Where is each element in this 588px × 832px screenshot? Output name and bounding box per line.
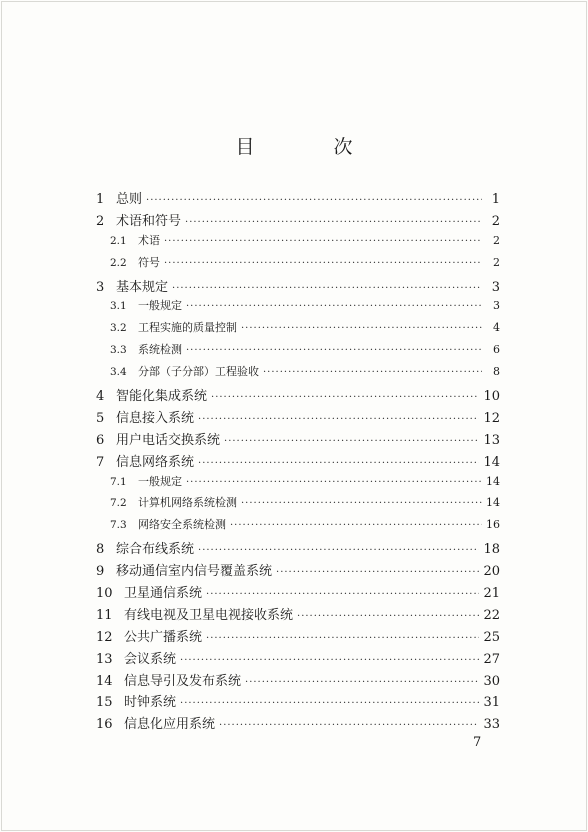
toc-entry-title: 综合布线系统 xyxy=(116,542,195,558)
toc-chapter-entry[interactable] xyxy=(96,582,500,604)
toc-chapter-entry[interactable] xyxy=(96,188,500,210)
toc-entry-page: 14 xyxy=(483,454,500,470)
toc-entry-title: 信息接入系统 xyxy=(116,410,195,426)
toc-section-entry[interactable] xyxy=(96,363,500,385)
toc-entry-title: 信息网络系统 xyxy=(116,454,195,470)
dot-leader xyxy=(211,392,479,403)
toc-entry-page: 14 xyxy=(486,496,500,510)
toc-chapter-entry[interactable] xyxy=(96,713,500,735)
toc-entry-number: 1 xyxy=(96,192,105,207)
toc-entry-title: 一般规定 xyxy=(138,474,182,488)
toc-chapter-entry[interactable] xyxy=(96,626,500,648)
dot-leader xyxy=(186,345,482,356)
toc-entry-number: 12 xyxy=(96,629,113,645)
toc-entry-number: 7.2 xyxy=(110,497,127,510)
toc-entry-page: 8 xyxy=(493,365,500,379)
toc-entry-page: 3 xyxy=(491,279,500,295)
toc-entry-page: 2 xyxy=(493,255,500,269)
toc-entry-page: 10 xyxy=(483,389,500,405)
toc-entry-title: 移动通信室内信号覆盖系统 xyxy=(116,564,273,580)
dot-leader xyxy=(186,301,482,312)
dot-leader xyxy=(198,458,479,469)
toc-chapter-entry[interactable] xyxy=(96,691,500,713)
toc-entry-page: 31 xyxy=(483,695,500,711)
toc-section-entry[interactable] xyxy=(96,473,500,495)
toc-entry-title: 一般规定 xyxy=(138,299,182,313)
toc-section-entry[interactable] xyxy=(96,341,500,363)
toc-entry-title: 公共广播系统 xyxy=(124,629,203,645)
toc-entry-page: 2 xyxy=(491,213,500,229)
dot-leader xyxy=(206,633,479,644)
toc-entry-page: 16 xyxy=(486,518,500,532)
dot-leader xyxy=(206,589,479,600)
toc-entry-page: 22 xyxy=(483,607,500,623)
dot-leader xyxy=(241,323,482,334)
toc-entry-number: 2.1 xyxy=(110,234,127,247)
toc-entry-title: 智能化集成系统 xyxy=(116,389,208,405)
toc-entry-page: 27 xyxy=(483,651,500,667)
toc-chapter-entry[interactable] xyxy=(96,604,500,626)
toc-entry-title: 术语和符号 xyxy=(116,213,182,229)
dot-leader xyxy=(180,655,479,666)
toc-entry-title: 会议系统 xyxy=(124,651,177,667)
toc-entry-number: 14 xyxy=(96,673,113,689)
toc-entry-title: 分部（子分部）工程验收 xyxy=(138,365,259,379)
page-number: 7 xyxy=(473,735,482,750)
toc-entry-title: 网络安全系统检测 xyxy=(138,518,226,532)
dot-leader xyxy=(245,677,479,688)
toc-entry-page: 3 xyxy=(493,299,500,313)
toc-chapter-entry[interactable] xyxy=(96,670,500,692)
toc-section-entry[interactable] xyxy=(96,516,500,538)
toc-entry-title: 术语 xyxy=(138,233,160,247)
toc-entry-number: 2 xyxy=(96,213,105,229)
toc-entry-page: 4 xyxy=(493,321,500,335)
toc-entry-title: 卫星通信系统 xyxy=(124,586,203,602)
page-title: 目 次 xyxy=(235,136,383,158)
toc-entry-number: 3.3 xyxy=(110,344,127,357)
table-of-contents xyxy=(96,188,500,735)
toc-entry-title: 有线电视及卫星电视接收系统 xyxy=(124,607,294,623)
dot-leader xyxy=(241,498,482,509)
toc-section-entry[interactable] xyxy=(96,254,500,276)
toc-entry-page: 12 xyxy=(483,410,500,426)
toc-entry-page: 6 xyxy=(493,343,500,357)
toc-entry-title: 信息化应用系统 xyxy=(124,717,216,733)
toc-entry-number: 9 xyxy=(96,564,105,580)
toc-entry-page: 25 xyxy=(483,629,500,645)
toc-entry-title: 系统检测 xyxy=(138,343,182,357)
dot-leader xyxy=(172,283,482,294)
toc-entry-title: 时钟系统 xyxy=(124,695,177,711)
toc-entry-page: 33 xyxy=(483,717,500,733)
dot-leader xyxy=(219,720,479,731)
dot-leader xyxy=(263,367,482,378)
toc-entry-page: 1 xyxy=(491,192,500,207)
toc-chapter-entry[interactable] xyxy=(96,385,500,407)
toc-entry-number: 4 xyxy=(96,389,105,405)
toc-entry-title: 基本规定 xyxy=(116,279,169,295)
toc-entry-number: 7.1 xyxy=(110,475,127,488)
toc-chapter-entry[interactable] xyxy=(96,560,500,582)
toc-chapter-entry[interactable] xyxy=(96,538,500,560)
toc-entry-title: 工程实施的质量控制 xyxy=(138,321,237,335)
toc-entry-number: 6 xyxy=(96,432,105,448)
toc-chapter-entry[interactable] xyxy=(96,210,500,232)
dot-leader xyxy=(276,567,479,578)
toc-entry-title: 信息导引及发布系统 xyxy=(124,673,242,689)
toc-entry-number: 11 xyxy=(96,607,113,623)
dot-leader xyxy=(230,520,482,531)
toc-chapter-entry[interactable] xyxy=(96,407,500,429)
toc-entry-page: 14 xyxy=(486,474,500,488)
toc-entry-title: 总则 xyxy=(116,192,143,207)
dot-leader xyxy=(186,477,482,488)
dot-leader xyxy=(146,195,482,206)
toc-chapter-entry[interactable] xyxy=(96,451,500,473)
toc-entry-number: 3.2 xyxy=(110,322,127,335)
toc-entry-title: 符号 xyxy=(138,255,160,269)
toc-entry-number: 3.4 xyxy=(110,366,127,379)
toc-section-entry[interactable] xyxy=(96,494,500,516)
toc-entry-number: 7.3 xyxy=(110,519,127,532)
dot-leader xyxy=(224,436,479,447)
toc-entry-number: 13 xyxy=(96,651,113,667)
toc-entry-page: 30 xyxy=(483,673,500,689)
dot-leader xyxy=(185,217,482,228)
dot-leader xyxy=(198,545,479,556)
dot-leader xyxy=(180,698,479,709)
toc-entry-page: 20 xyxy=(483,564,500,580)
toc-entry-page: 18 xyxy=(483,542,500,558)
toc-entry-page: 2 xyxy=(493,233,500,247)
toc-chapter-entry[interactable] xyxy=(96,648,500,670)
toc-chapter-entry[interactable] xyxy=(96,429,500,451)
dot-leader xyxy=(164,258,482,269)
toc-section-entry[interactable] xyxy=(96,319,500,341)
toc-entry-number: 2.2 xyxy=(110,256,127,269)
toc-entry-number: 5 xyxy=(96,410,105,426)
toc-entry-number: 15 xyxy=(96,695,113,711)
toc-entry-number: 3 xyxy=(96,279,105,295)
toc-entry-number: 16 xyxy=(96,717,113,733)
toc-entry-title: 计算机网络系统检测 xyxy=(138,496,237,510)
toc-entry-page: 13 xyxy=(483,432,500,448)
toc-section-entry[interactable] xyxy=(96,232,500,254)
toc-entry-title: 用户电话交换系统 xyxy=(116,432,221,448)
dot-leader xyxy=(198,414,479,425)
toc-section-entry[interactable] xyxy=(96,297,500,319)
toc-entry-number: 3.1 xyxy=(110,300,127,313)
toc-chapter-entry[interactable] xyxy=(96,276,500,298)
toc-entry-number: 7 xyxy=(96,454,105,470)
dot-leader xyxy=(297,611,479,622)
dot-leader xyxy=(164,236,482,247)
toc-entry-number: 8 xyxy=(96,542,105,558)
toc-entry-page: 21 xyxy=(483,586,500,602)
toc-entry-number: 10 xyxy=(96,586,113,602)
